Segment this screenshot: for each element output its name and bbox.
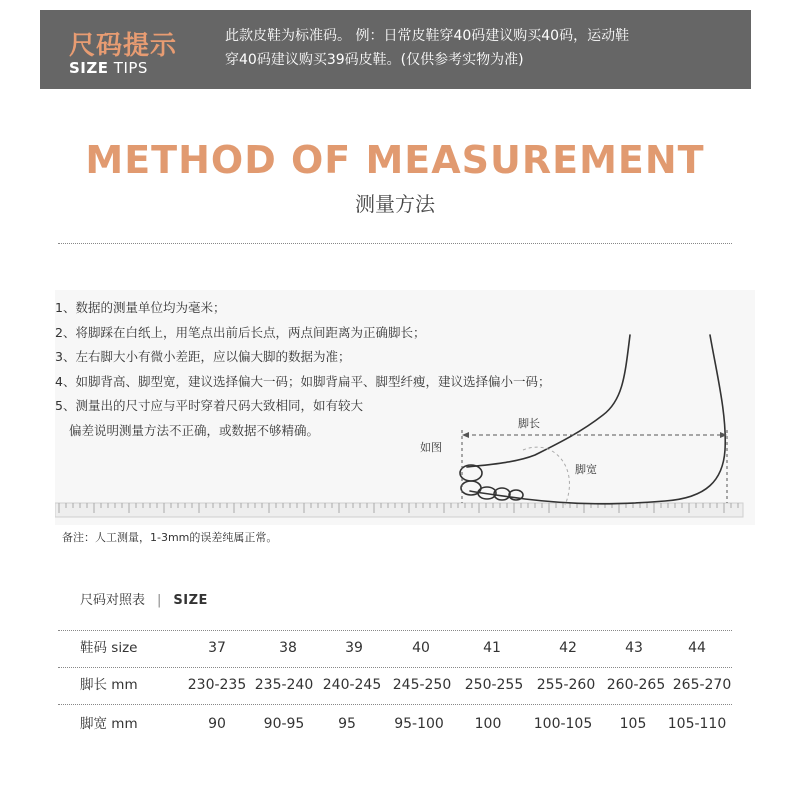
table-cell: 38 <box>279 640 297 656</box>
note-item: 2、将脚踩在白纸上，用笔点出前后长点，两点间距离为正确脚长； <box>55 324 426 340</box>
note-item: 5、测量出的尺寸应与平时穿着尺码大致相同，如有较大 <box>55 398 363 413</box>
table-cell: 43 <box>625 640 643 656</box>
measurement-notes <box>55 296 550 443</box>
length-label: 脚长 <box>518 417 540 430</box>
width-label: 脚宽 <box>575 463 597 476</box>
size-tips-banner <box>40 10 751 89</box>
divider <box>58 243 732 244</box>
table-cell: 40 <box>412 640 430 656</box>
note-item: 3、左右脚大小有微小差距，应以偏大脚的数据为准； <box>55 349 351 364</box>
banner-title: 尺码提示 <box>69 31 178 61</box>
note-item: 1、数据的测量单位均为毫米； <box>55 300 226 315</box>
table-cell: 100-105 <box>533 716 593 732</box>
table-cell: 105-110 <box>667 716 727 732</box>
table-cell: 90 <box>208 716 226 732</box>
size-table-header <box>80 589 208 608</box>
table-cell: 44 <box>688 640 706 656</box>
table-cell: 95 <box>338 716 356 732</box>
table-cell: 235-240 <box>254 677 314 693</box>
table-title-cn: 尺码对照表 <box>80 593 146 608</box>
row-label: 脚宽 mm <box>80 716 138 732</box>
banner-description <box>225 24 725 72</box>
table-divider <box>58 704 732 705</box>
banner-line-1: 此款皮鞋为标准码。 例：日常皮鞋穿40码建议购买40码，运动鞋 <box>225 28 630 44</box>
figure-label: 如图 <box>420 441 442 454</box>
table-cell: 42 <box>559 640 577 656</box>
table-cell: 245-250 <box>392 677 452 693</box>
ruler <box>55 503 743 517</box>
table-cell: 37 <box>208 640 226 656</box>
table-cell: 90-95 <box>263 716 305 732</box>
note-item: 4、如脚背高、脚型宽，建议选择偏大一码；如脚背扁平、脚型纤瘦，建议选择偏小一码； <box>55 373 551 389</box>
method-subtitle: 测量方法 <box>355 192 435 216</box>
table-cell: 240-245 <box>322 677 382 693</box>
row-label: 脚长 mm <box>80 677 138 693</box>
width-guide <box>523 447 569 505</box>
table-cell: 105 <box>619 716 647 732</box>
banner-subtitle-rest: TIPS <box>108 59 148 77</box>
banner-line-2: 穿40码建议购买39码皮鞋。(仅供参考实物为准) <box>225 52 524 68</box>
banner-subtitle-bold: SIZE <box>69 59 109 77</box>
method-title: METHOD OF MEASUREMENT <box>85 138 705 182</box>
table-cell: 39 <box>345 640 363 656</box>
table-cell: 255-260 <box>536 677 596 693</box>
table-title-separator: | <box>157 593 162 608</box>
table-row-width <box>58 706 732 742</box>
table-cell: 41 <box>483 640 501 656</box>
table-cell: 265-270 <box>672 677 732 693</box>
table-title-en: SIZE <box>173 593 208 608</box>
remark: 备注：人工测量，1-3mm的误差纯属正常。 <box>62 531 278 544</box>
table-cell: 100 <box>474 716 502 732</box>
table-row-size <box>58 630 732 666</box>
row-label: 鞋码 size <box>80 640 138 656</box>
note-item: 偏差说明测量方法不正确，或数据不够精确。 <box>69 422 320 438</box>
table-cell: 95-100 <box>394 716 444 732</box>
table-cell: 250-255 <box>464 677 524 693</box>
table-row-length <box>58 667 732 703</box>
table-cell: 260-265 <box>606 677 666 693</box>
banner-subtitle <box>69 59 148 77</box>
table-cell: 230-235 <box>187 677 247 693</box>
